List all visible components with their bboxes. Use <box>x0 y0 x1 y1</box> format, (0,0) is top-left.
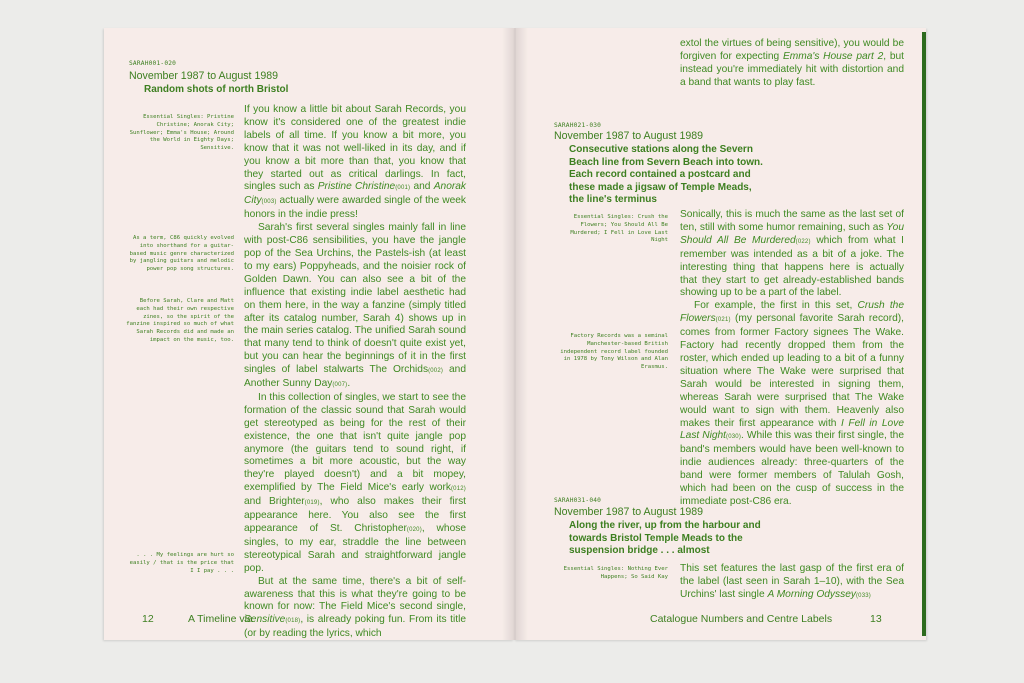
right-page <box>514 28 926 640</box>
page-number: 13 <box>870 613 882 625</box>
margin-note: Essential Singles: Pristine Christine; Anorak City; Sunflower; Emma's House; Around the World in Eighty Days; Sensitive. <box>129 114 234 152</box>
section-date: November 1987 to August 1989 <box>554 506 704 518</box>
booklet-spread <box>104 28 926 640</box>
section-heading: Consecutive stations along the Severn Beach line from Severn Beach into town. Each record contained a postcard and these made a jigsaw of Temple Meads, the line's terminus <box>569 144 763 205</box>
cover-edge <box>922 32 926 636</box>
section-code: SARAH001-020 <box>129 60 177 67</box>
body-text: This set features the last gasp of the first era of the label (last seen in Sarah 1–10), with the Sea Urchins' last single A Morning Odyssey(033) <box>680 563 904 600</box>
running-title: Catalogue Numbers and Centre Labels <box>650 613 833 625</box>
section-code: SARAH031-040 <box>554 497 602 504</box>
margin-note: Essential Singles: Nothing Ever Happens; So Said Kay <box>563 566 668 580</box>
margin-note: Factory Records was a seminal Manchester-based British independent record label founded in 1978 by Tony Wilson and Alan Erasmus. <box>560 333 668 371</box>
section-date: November 1987 to August 1989 <box>554 130 704 142</box>
body-text-continuation: extol the virtues of being sensitive), you would be forgiven for expecting Emma's House part 2, but instead you're immediately hit with distortion and a band that wants to play fast. <box>680 38 905 88</box>
section-heading: Random shots of north Bristol <box>144 84 289 95</box>
page-number: 12 <box>142 613 154 625</box>
margin-note: . . . My feelings are hurt so easily / that is the price that I I pay . . . <box>129 552 234 574</box>
section-date: November 1987 to August 1989 <box>129 70 279 82</box>
running-title: A Timeline via <box>188 613 253 625</box>
margin-note: Essential Singles: Crush the Flowers; You Should All Be Murdered; I Fell in Love Last Night <box>570 214 668 244</box>
margin-note: As a term, C86 quickly evolved into shorthand for a guitar-based music genre characterized by jangling guitars and melodic power pop song structures. <box>129 235 234 273</box>
section-code: SARAH021-030 <box>554 122 602 129</box>
margin-note: Before Sarah, Clare and Matt each had their own respective zines, so the spirit of the fanzine inspired so much of what Sarah Records did and made an impact on the music, too. <box>126 298 234 343</box>
body-text: Sonically, this is much the same as the last set of ten, still with some humor remaining, such as You Should All Be Murdered(022) which from what I remember was intended as a bit of a joke. The interesting thing that happens here is actually that they start to get already-established bands showing up to be a part of the label. For example, the first in this set, Crush the Flowers(021) (my personal favorite Sarah record), comes from former Factory signees The Wake. Factory had recently dropped them from the roster, which ended up leading to a bit of a funny situation where The Wake were surprised that Sarah would be interested in signing them, whereas Sarah were surprised that The Wake would want to sign with them. Heavenly also makes their first appearance with I Fell in Love Last Night(030). While this was their first single, the band's members would have been well-known to indie audiences already: three-quarters of the band were former members of Talulah Gosh, which had been on the cusp of success in the immediate post-C86 era. <box>680 209 905 507</box>
section-heading: Along the river, up from the harbour and towards Bristol Temple Meads to the suspension bridge . . . almost <box>569 520 761 556</box>
body-text: If you know a little bit about Sarah Records, you know it's considered one of the greatest indie labels of all time. If you know a bit more, you know that it was not well-liked in its day, and if you know a bit more than that, you know that they started out as critical darlings. In fact, singles such as Pristine Christine(001) and Anorak City(003) actually were awarded single of the week honors in the indie press! Sarah's first several singles mainly fall in line with post-C86 sensibilities, you have the jangle pop of the Sea Urchins, the Pastels-ish (at least to my ears) Poppyheads, and the noisier rock of Golden Dawn. You can also see a bit of the influence that existing indie label aesthetic had on them here, in the way a fanzine (simply titled after its catalog number, Sarah 4) shows up in the main series catalog. The unified Sarah sound that many tend to think of doesn't quite exist yet, but you can hear the beginnings of it in the first singles of label stalwarts The Orchids(002) and Another Sunny Day(007). In this collection of singles, we start to see the formation of the classic sound that Sarah would get stereotyped as being for the rest of their existence, the one that isn't quite jangle pop anymore (the guitars tend to sound right, if sometimes a bit more acoustic, but the way they're played doesn't) and a bit mopey, exemplified by The Field Mice's early work(012) and Brighter(019), who also makes their first appearance here. You also see the first appearance of St. Christopher(020), whose singles, to my ear, straddle the line between stereotypical Sarah and straightforward jangle pop. But at the same time, there's a bit of self-awareness that this is what they're going to be known for now: The Field Mice's second single, Sensitive(018), is already poking fun. From its title (or by reading the lyrics, which <box>244 104 467 640</box>
left-page <box>104 28 514 640</box>
